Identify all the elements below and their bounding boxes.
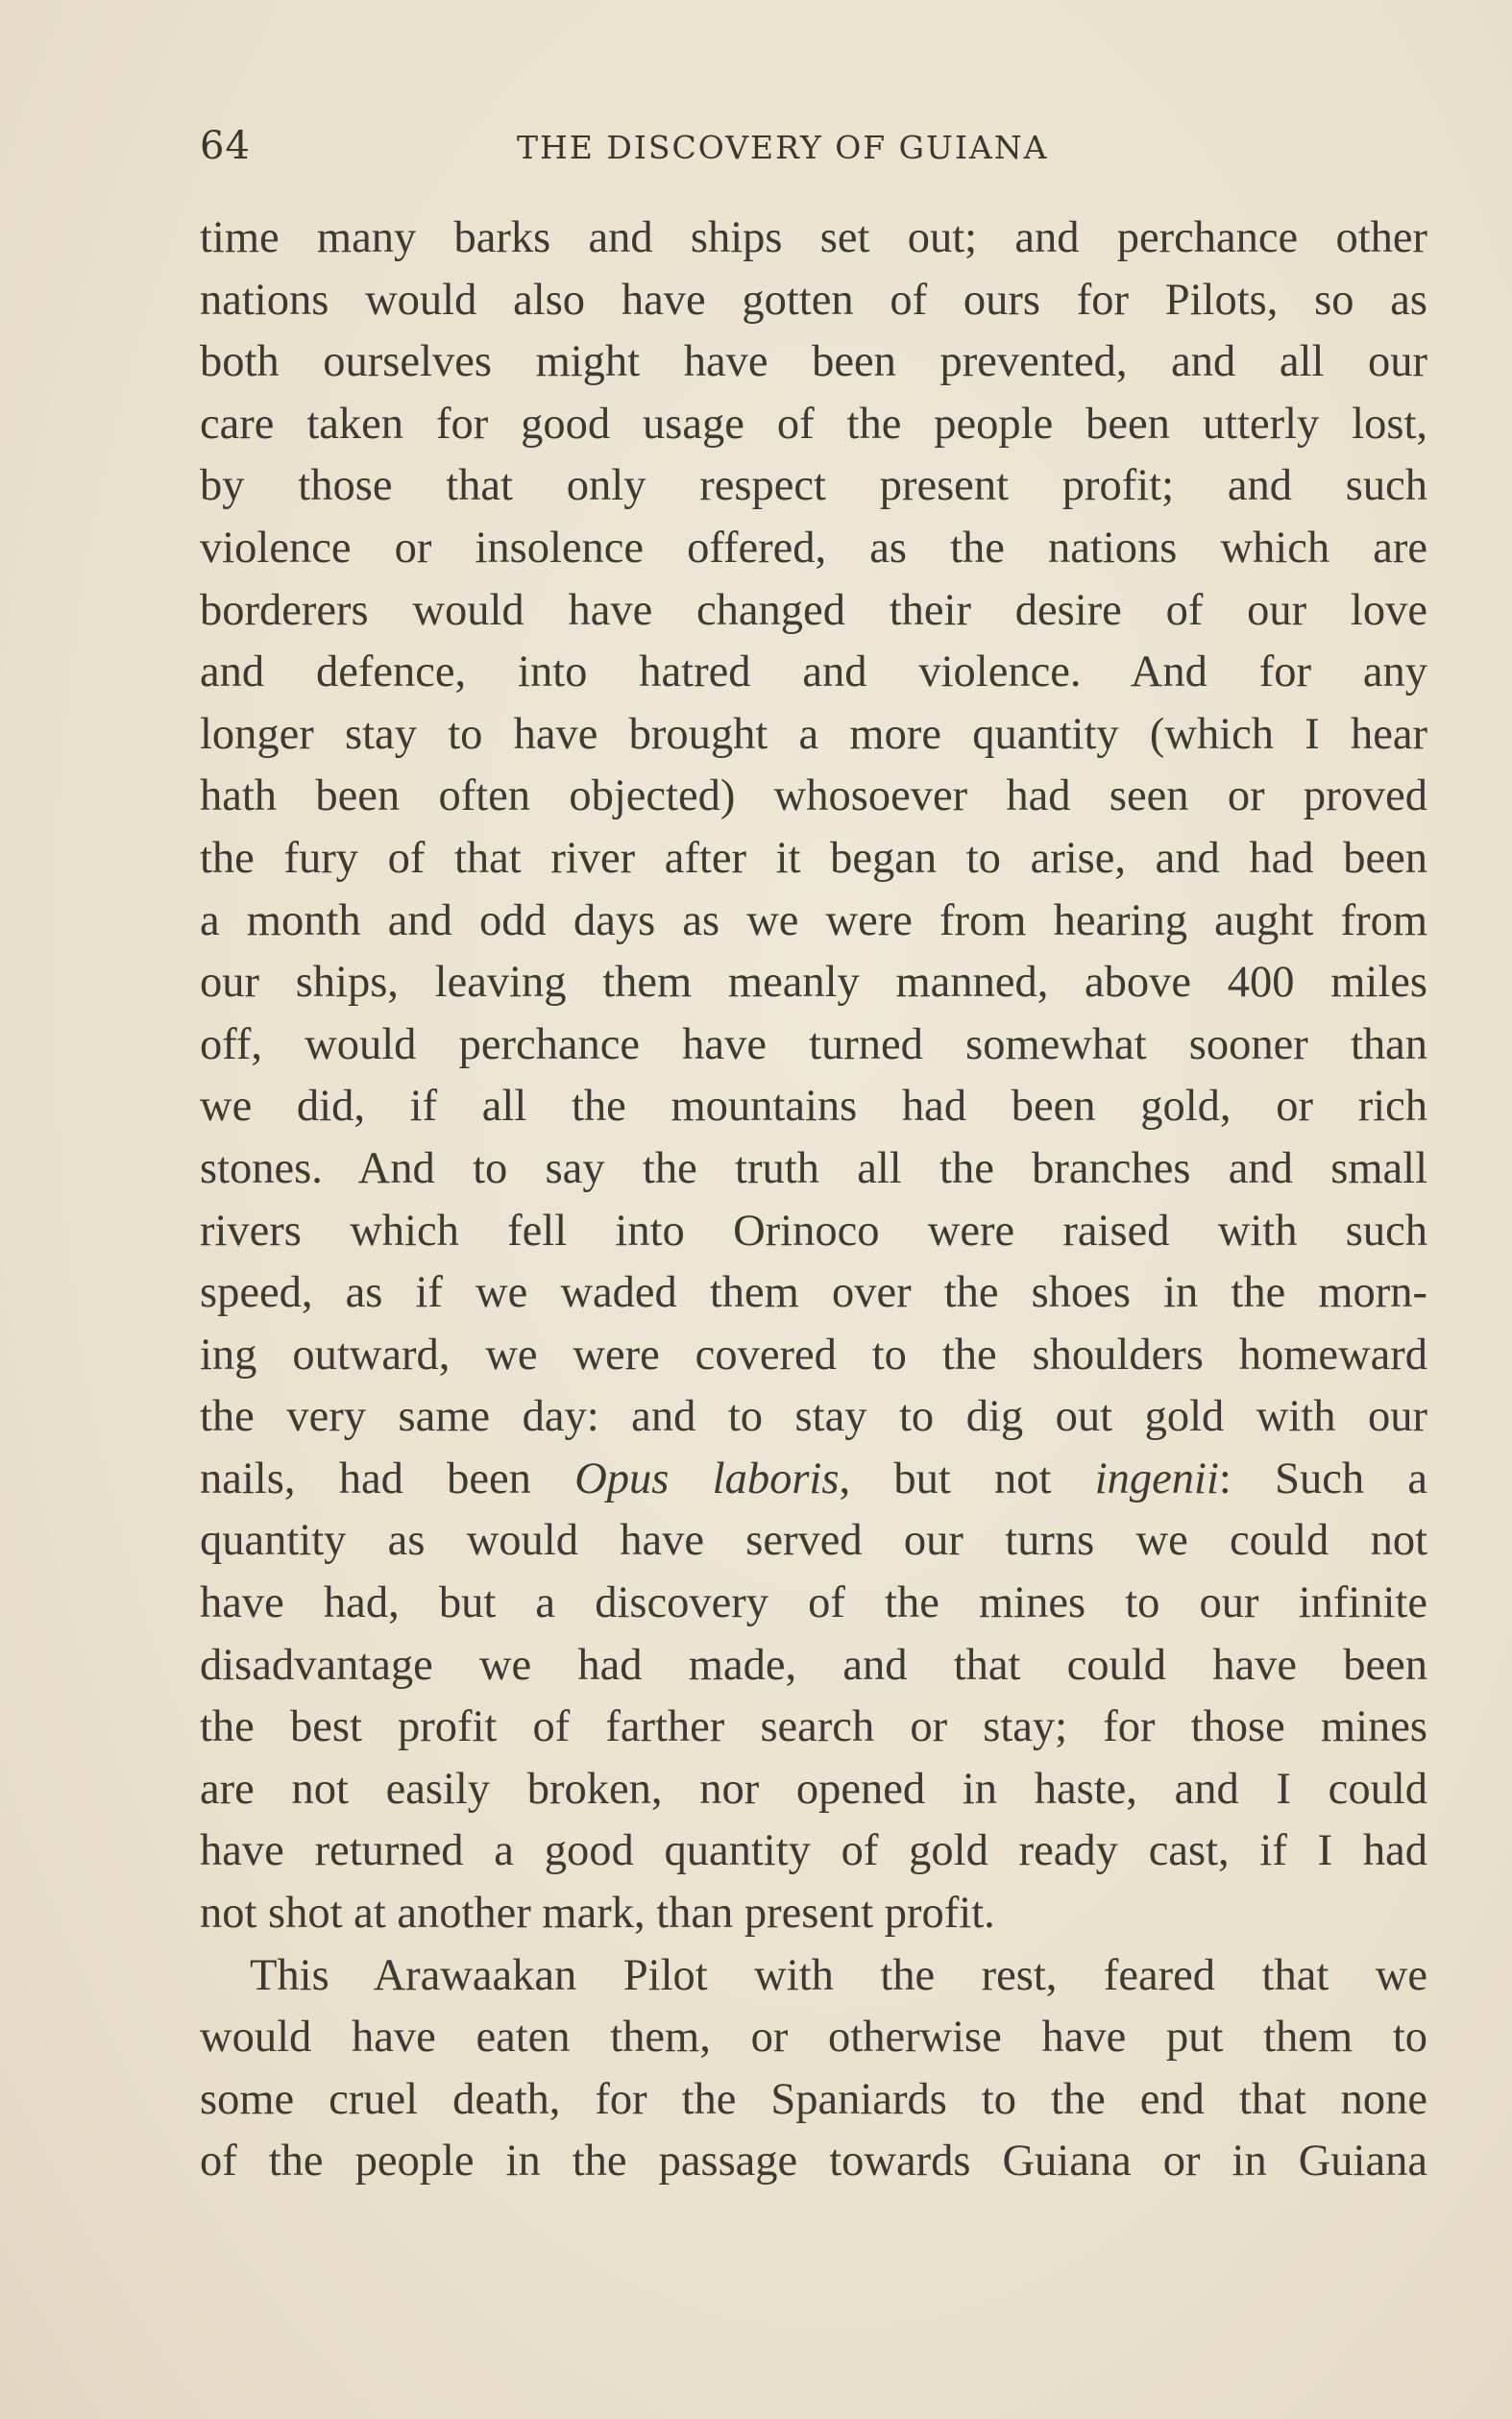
text-line: quantity as would have served our turns we could not bbox=[200, 1516, 1427, 1566]
text-line: the very same day: and to stay to dig out gold with our bbox=[200, 1392, 1427, 1442]
latin-phrase-opus-laboris: Opus laboris bbox=[574, 1454, 840, 1503]
latin-word-ingenii: ingenii bbox=[1094, 1454, 1219, 1503]
text-line: our ships, leaving them meanly manned, above 400 miles bbox=[200, 958, 1427, 1008]
text-line: are not easily broken, nor opened in haste, and I could bbox=[200, 1764, 1427, 1814]
text-fragment: , but not bbox=[839, 1454, 1095, 1503]
text-line: violence or insolence offered, as the nations which are bbox=[200, 523, 1427, 573]
text-line: have returned a good quantity of gold ready cast, if I had bbox=[200, 1826, 1427, 1876]
text-fragment: : Such a bbox=[1218, 1454, 1427, 1503]
text-line: speed, as if we waded them over the shoes in the morn- bbox=[200, 1268, 1427, 1318]
text-line: nations would also have gotten of ours for Pilots, so as bbox=[200, 275, 1427, 325]
text-line: by those that only respect present profit; and such bbox=[200, 461, 1427, 511]
text-line: a month and odd days as we were from hearing aught from bbox=[200, 895, 1427, 945]
text-line: of the people in the passage towards Guiana or in Guiana bbox=[200, 2137, 1427, 2187]
text-line: would have eaten them, or otherwise have put them to bbox=[200, 2013, 1427, 2063]
text-line: have had, but a discovery of the mines to our infinite bbox=[200, 1578, 1427, 1628]
body-text bbox=[200, 208, 1427, 2193]
text-line: hath been often objected) whosoever had seen or proved bbox=[200, 771, 1427, 821]
text-line: care taken for good usage of the people been utterly lost, bbox=[200, 399, 1427, 449]
text-line: not shot at another mark, than present profit. bbox=[200, 1889, 995, 1939]
running-head bbox=[200, 113, 1427, 171]
text-line: the fury of that river after it began to arise, and had been bbox=[200, 833, 1427, 883]
text-line: the best profit of farther search or stay; for those mines bbox=[200, 1702, 1427, 1752]
text-fragment: nails, had been bbox=[200, 1454, 575, 1503]
page-number: 64 bbox=[200, 124, 251, 168]
text-line: both ourselves might have been prevented, and all our bbox=[200, 337, 1427, 387]
text-line: we did, if all the mountains had been gold, or rich bbox=[200, 1082, 1427, 1132]
text-line: rivers which fell into Orinoco were raised with such bbox=[200, 1206, 1427, 1256]
paragraph-start-line: This Arawaakan Pilot with the rest, feared that we bbox=[250, 1950, 1427, 2000]
text-line: time many barks and ships set out; and perchance other bbox=[200, 213, 1427, 262]
text-line: borderers would have changed their desire of our love bbox=[200, 585, 1427, 635]
text-line-latin bbox=[200, 1449, 1427, 1511]
text-line: and defence, into hatred and violence. And for any bbox=[200, 648, 1427, 697]
text-line: longer stay to have brought a more quantity (which I hear bbox=[200, 709, 1427, 759]
text-line: ing outward, we were covered to the shoulders homeward bbox=[200, 1330, 1427, 1380]
text-line: off, would perchance have turned somewhat sooner than bbox=[200, 1019, 1427, 1069]
text-line: some cruel death, for the Spaniards to the end that none bbox=[200, 2074, 1427, 2124]
text-line: disadvantage we had made, and that could have been bbox=[200, 1640, 1427, 1690]
running-title: THE DISCOVERY OF GUIANA bbox=[517, 129, 1049, 166]
text-line: stones. And to say the truth all the branches and small bbox=[200, 1143, 1427, 1193]
